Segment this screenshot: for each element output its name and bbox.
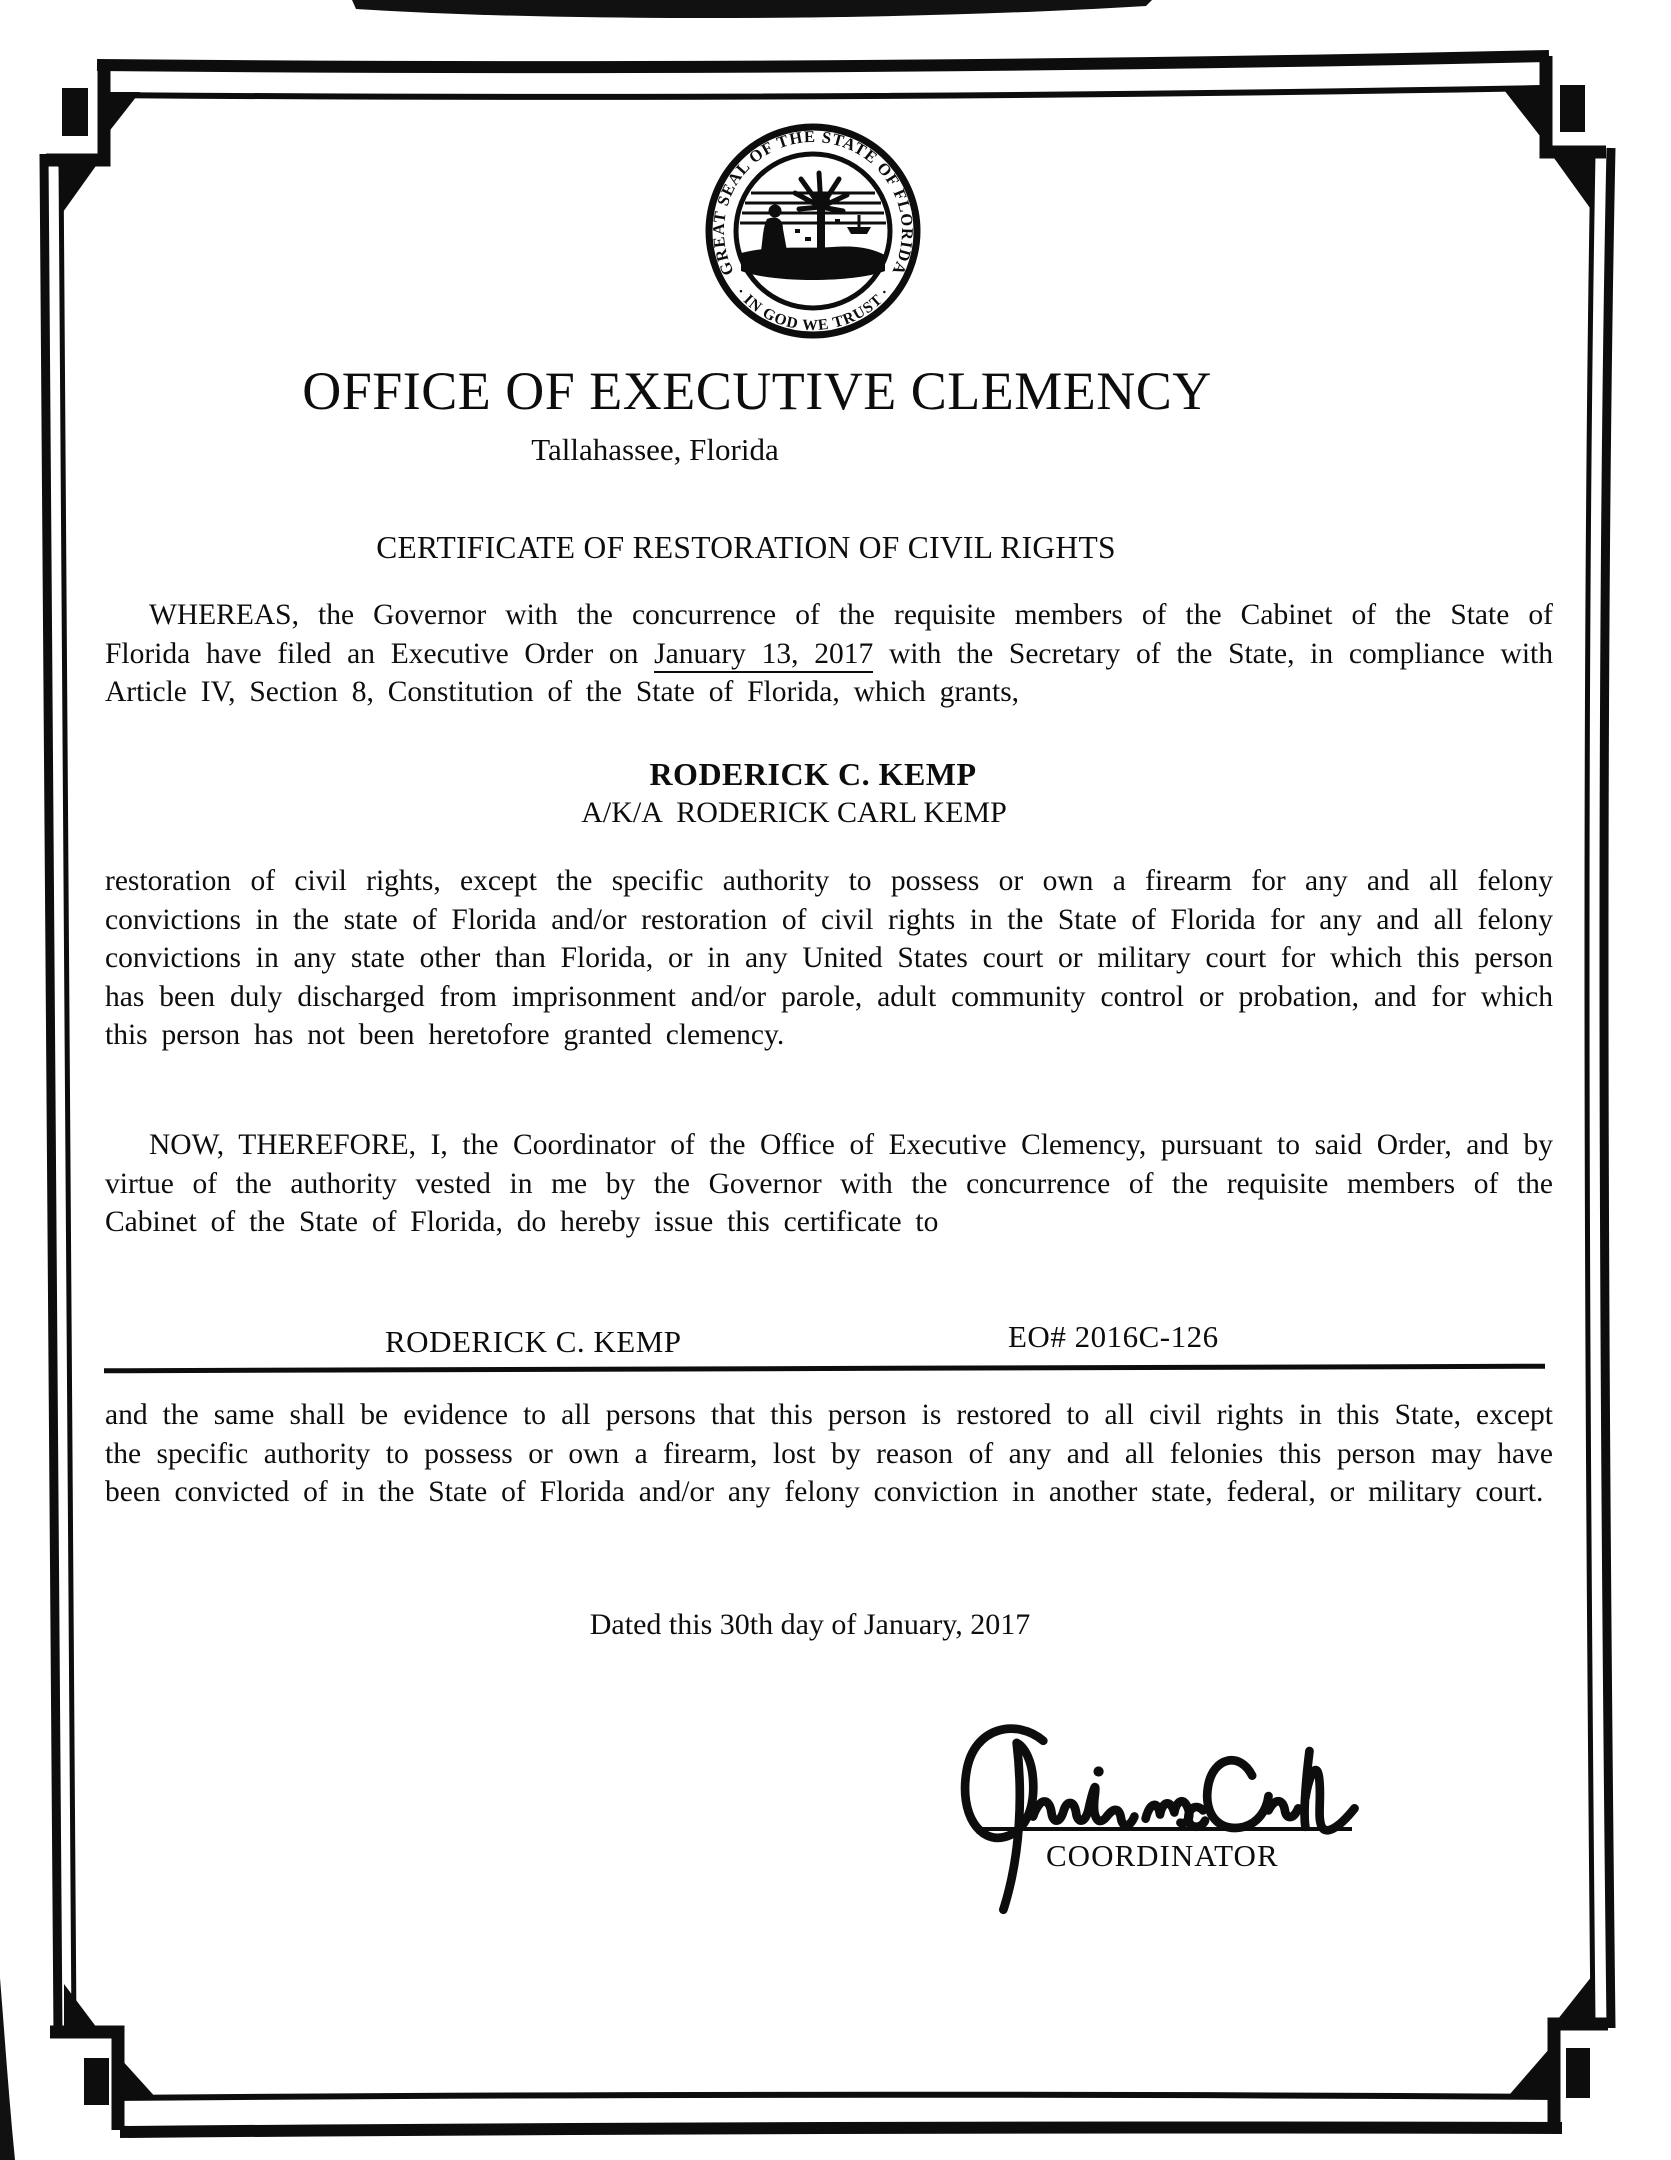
coordinator-title: COORDINATOR xyxy=(1046,1838,1279,1873)
issued-to-name: RODERICK C. KEMP xyxy=(385,1324,682,1359)
signature-julia-mccall xyxy=(945,1712,1375,1917)
dated-line: Dated this 30th day of January, 2017 xyxy=(589,1608,1031,1641)
florida-state-seal xyxy=(700,118,926,344)
whereas-paragraph xyxy=(105,596,1553,712)
therefore-paragraph: NOW, THEREFORE, I, the Coordinator of the Office of Executive Clemency, pursuant to said Order, and by virtue of the authority vested in me by the Governor with the concurrence of the requisite members of the Cabinet of the State of Florida, do hereby issue this certificate to xyxy=(105,1129,1553,1238)
evidence-paragraph: and the same shall be evidence to all persons that this person is restored to all civil rights in this State, except the specific authority to possess or own a firearm, lost by reason of any and all felonies this person may have been convicted of in the State of Florida and/or any felony conviction in another state, federal, or military court. xyxy=(105,1399,1553,1508)
seal-ring-top-text: GREAT SEAL OF THE STATE OF FLORIDA xyxy=(708,126,918,279)
eo-number: EO# 2016C-126 xyxy=(1008,1319,1219,1354)
whereas-text-after: with the Secretary of the State, in compliance with Article IV, Section 8, Constitution of the State of Florida, which grants, xyxy=(105,637,1553,708)
office-title: OFFICE OF EXECUTIVE CLEMENCY xyxy=(302,361,1212,421)
grantee-aka: A/K/A RODERICK CARL KEMP xyxy=(581,796,1007,829)
office-location: Tallahassee, Florida xyxy=(531,432,779,467)
grantee-name: RODERICK C. KEMP xyxy=(649,756,977,792)
issued-to-underline xyxy=(104,1364,1545,1374)
certificate-heading: CERTIFICATE OF RESTORATION OF CIVIL RIGHTS xyxy=(376,530,1116,565)
restoration-paragraph: restoration of civil rights, except the specific authority to possess or own a firearm for any and all felony convictions in the state of Florida and/or restoration of civil rights in the State of Florida for any and all felony convictions in any state other than Florida, or in any United States court or military court for which this person has been duly discharged from imprisonment and/or parole, adult community control or probation, and for which this person has not been heretofore granted clemency. xyxy=(105,865,1553,1051)
seal-emblem xyxy=(740,173,886,280)
seal-ring-bottom-text: · IN GOD WE TRUST · xyxy=(732,284,894,335)
whereas-text-before: WHEREAS, the Governor with the concurrence of the requisite members of the Cabinet of the State of Florida have filed an Executive Order on xyxy=(105,599,1553,670)
executive-order-date: January 13, 2017 xyxy=(654,638,873,673)
